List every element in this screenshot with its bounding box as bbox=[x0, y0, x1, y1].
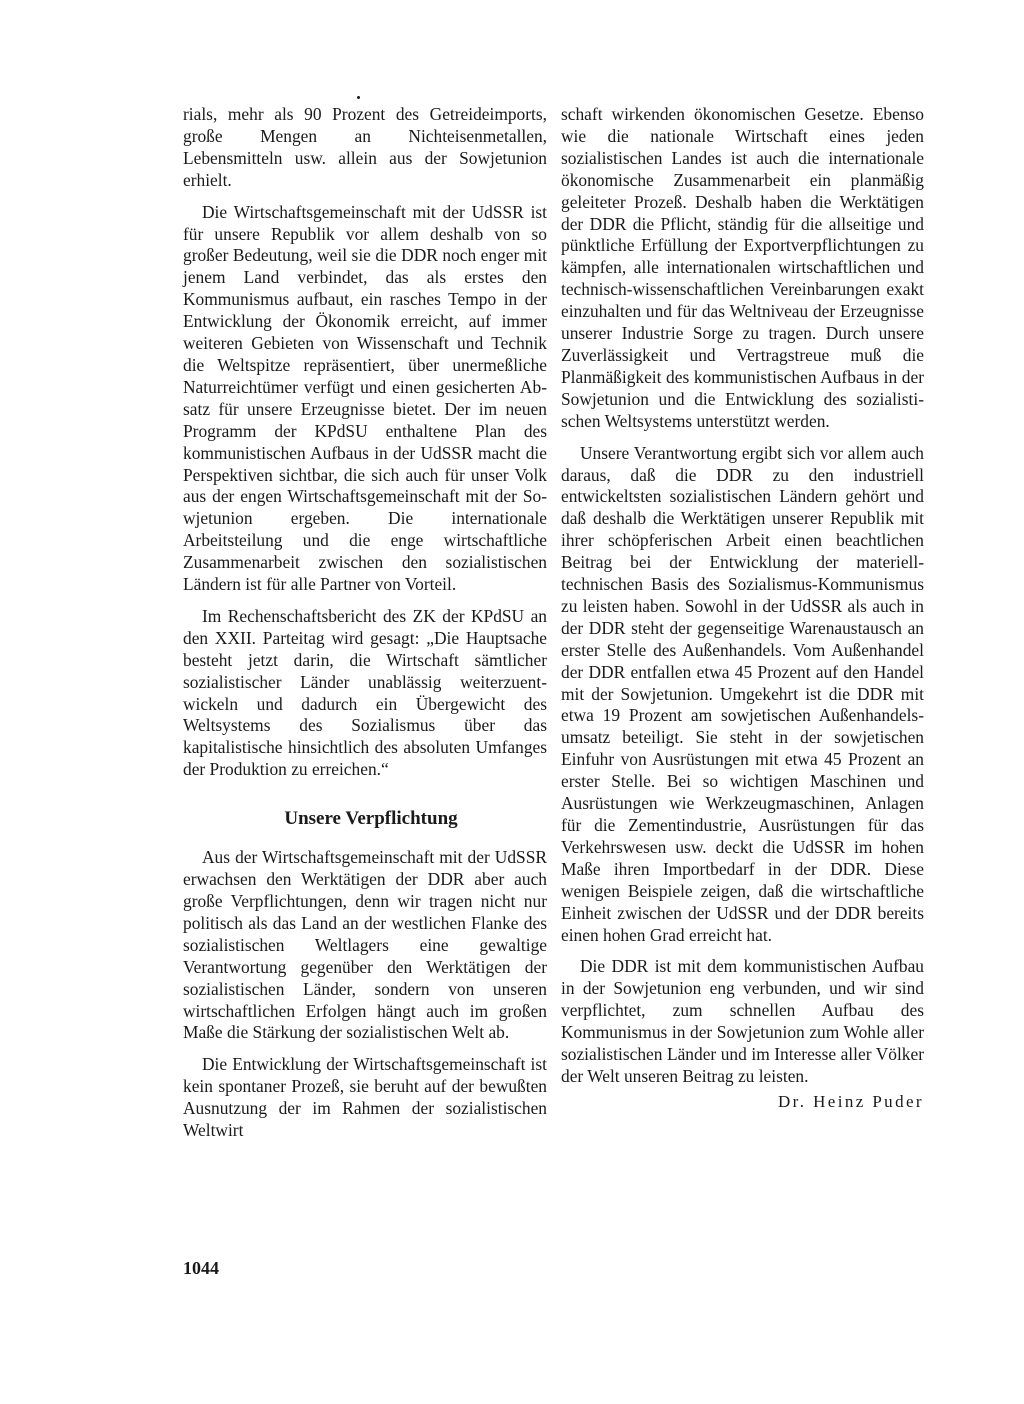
page-number: 1044 bbox=[183, 1258, 219, 1278]
section-heading: Unsere Verpflichtung bbox=[284, 808, 458, 830]
paragraph-wirtschaftsgemeinschaft: Die Wirtschaftsgemeinschaft mit der UdSSR ist für unsere Republik vor allem deshalb von so großer Bedeutung, weil sie die DDR noch enger mit jenem Land verbindet, das als erstes den Kommunismus aufbaut, ein rasches Tempo in der Entwicklung der Ökonomik erreicht, auf immer weiteren Gebieten von Wissenschaft und Technik die Weltspitze repräsentiert, über unermeßliche Naturreichtümer verfügt und einen gesicherten Absatz für unsere Erzeugnisse bietet. Der im neuen Programm der KPdSU enthaltene Plan des kommunistischen Aufbaus in der UdSSR macht die Perspektiven sichtbar, die sich auch für unser Volk aus der engen Wirtschaftsgemeinschaft mit der Sowjetunion ergeben. Die internationale Arbeitsteilung und die enge wirtschaftliche Zusammenarbeit zwischen den sozialistischen Ländern ist für alle Partner von Vorteil. bbox=[183, 201, 547, 595]
print-speck bbox=[357, 96, 360, 99]
paragraph-continuation: rials, mehr als 90 Prozent des Getreideimports, große Mengen an Nichteisenmetallen, Lebensmitteln usw. allein aus der Sowjetunion erhielt. bbox=[183, 104, 547, 190]
author-signature: Dr. Heinz Puder bbox=[777, 1091, 924, 1111]
paragraph-aufbau: Die DDR ist mit dem kommunistischen Aufbau in der Sowjetunion eng verbunden, und wir sind verpflichtet, zum schnellen Aufbau des Kommunismus in der Sowjetunion zum Wohle aller sozialistischen Länder und im Interesse aller Völker der Welt unseren Beitrag zu leisten. bbox=[561, 956, 924, 1086]
right-column bbox=[561, 104, 924, 1113]
left-column bbox=[183, 104, 547, 1142]
paragraph-verpflichtungen: Aus der Wirtschaftsgemeinschaft mit der UdSSR erwachsen den Werktätigen der DDR aber auch große Verpflichtungen, denn wir tragen nicht nur politisch als das Land an der westlichen Flanke des sozialistischen Weltlagers eine gewaltige Verantwortung gegenüber den Werktätigen der sozialistischen Länder, sondern von unseren wirtschaftlichen Erfolgen hängt auch im großen Maße die Stärkung der sozialistischen Welt ab. bbox=[183, 847, 547, 1043]
paragraph-gesetze: schaft wirkenden ökonomischen Gesetze. Ebenso wie die nationale Wirtschaft eines jeden sozialistischen Landes ist auch die internationale ökonomische Zusammenarbeit ein planmäßig geleiteter Prozeß. Deshalb haben die Werktätigen der DDR die Pflicht, ständig für die allseitige und pünktliche Erfüllung der Exportverpflichtungen zu kämpfen, alle internationalen wirtschaftlichen und technisch-wissenschaftlichen Vereinbarungen exakt einzuhalten und für das Weltniveau der Erzeugnisse unserer Industrie Sorge zu tragen. Durch unsere Zuverlässigkeit und Vertragstreue muß die Planmäßigkeit des kommunistischen Aufbaus in der Sowjetunion und die Entwicklung des sozialistischen Weltsystems unterstützt werden. bbox=[561, 104, 924, 431]
paragraph-entwicklung: Die Entwicklung der Wirtschaftsgemeinschaft ist kein spontaner Prozeß, sie beruht auf der bewußten Ausnutzung der im Rahmen der sozialistischen Weltwirt bbox=[183, 1054, 547, 1141]
paragraph-verantwortung: Unsere Verantwortung ergibt sich vor allem auch daraus, daß die DDR zu den industriell entwickeltsten sozialistischen Ländern gehört und daß deshalb die Werktätigen unserer Republik mit ihrer schöpferischen Arbeit einen beachtlichen Beitrag bei der Entwicklung der materiell-technischen Basis des Sozialismus-Kommunismus zu leisten haben. Sowohl in der UdSSR als auch in der DDR steht der gegenseitige Warenaustausch an erster Stelle des Außenhandels. Vom Außenhandel der DDR entfallen etwa 45 Prozent auf den Handel mit der Sowjetunion. Umgekehrt ist die DDR mit etwa 19 Prozent am sowjetischen Außenhandelsumsatz beteiligt. Sie steht in der sowjetischen Einfuhr von Ausrüstungen mit etwa 45 Prozent an erster Stelle. Bei so wichtigen Maschinen und Ausrüstungen wie Werkzeugmaschinen, Anlagen für die Zementindustrie, Ausrüstungen für das Verkehrswesen usw. deckt die UdSSR im hohen Maße ihren Importbedarf in der DDR. Diese wenigen Beispiele zeigen, daß die wirtschaftliche Einheit zwischen der UdSSR und der DDR bereits einen hohen Grad erreicht hat. bbox=[561, 442, 924, 945]
paragraph-rechenschaftsbericht: Im Rechenschaftsbericht des ZK der KPdSU an den XXII. Parteitag wird gesagt: „Die Hauptsache besteht jetzt darin, die Wirtschaft sämtlicher sozialistischer Länder unablässig weiterzuentwickeln und dadurch ein Übergewicht des Weltsystems des Sozialismus über das kapitalistische hinsichtlich des absoluten Umfanges der Produktion zu erreichen.“ bbox=[183, 605, 547, 780]
